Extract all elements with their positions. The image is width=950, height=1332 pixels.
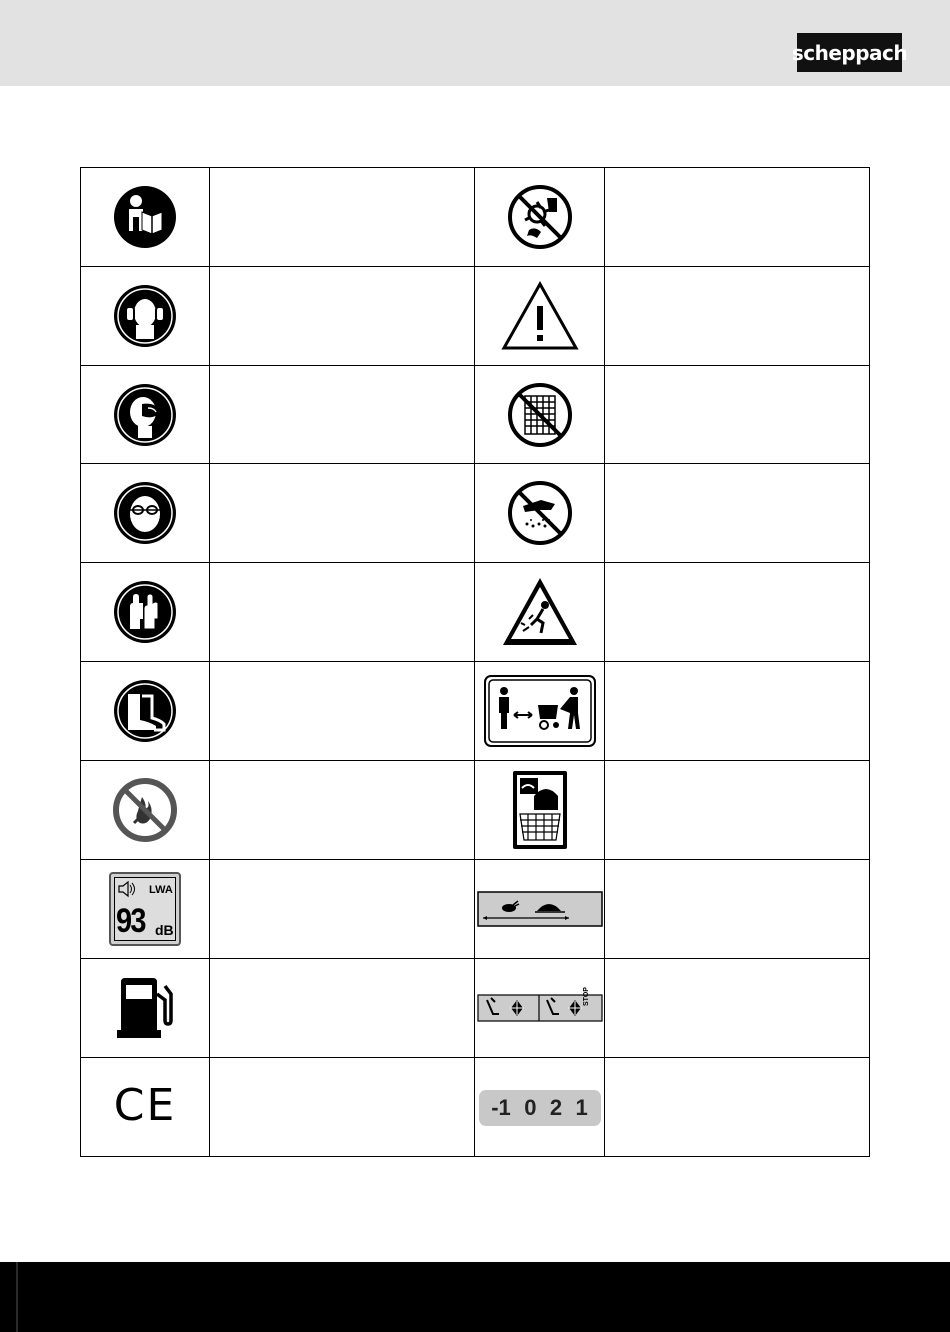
table-row — [80, 266, 870, 365]
safety-boots-icon — [112, 678, 178, 744]
description-cell — [604, 1057, 870, 1157]
symbol-cell — [474, 859, 604, 958]
table-row — [80, 167, 870, 266]
sound-power-level-icon — [109, 872, 181, 946]
throttle-stop-icon — [477, 987, 603, 1022]
symbol-cell — [80, 463, 209, 562]
table-row — [80, 958, 870, 1057]
protective-gloves-icon — [112, 579, 178, 645]
symbol-cell — [80, 562, 209, 661]
description-cell — [209, 167, 474, 266]
table-row — [80, 859, 870, 958]
flying-debris-warning-icon — [499, 575, 581, 649]
symbol-cell — [474, 958, 604, 1057]
description-cell — [209, 365, 474, 463]
symbol-cell — [80, 167, 209, 266]
symbol-cell — [80, 859, 209, 958]
fuel-pump-icon — [113, 976, 177, 1040]
sound-unit: dB — [155, 922, 174, 938]
ce-label: CE — [113, 1079, 177, 1131]
date-code-digit: 0 — [524, 1094, 537, 1120]
symbol-cell — [80, 760, 209, 859]
table-row — [80, 365, 870, 463]
brand-name: scheppach — [791, 40, 908, 65]
read-manual-icon — [112, 184, 178, 250]
symbol-cell — [474, 562, 604, 661]
ear-protection-icon — [112, 283, 178, 349]
symbol-cell — [474, 661, 604, 760]
date-code-digit: 1 — [575, 1094, 588, 1120]
symbol-cell — [80, 1057, 209, 1157]
sound-value: 93 — [116, 902, 145, 940]
symbol-cell — [474, 463, 604, 562]
description-cell — [209, 760, 474, 859]
symbol-cell — [474, 1057, 604, 1157]
lwa-label: LWA — [149, 884, 173, 896]
keep-distance-bystanders-icon — [484, 675, 596, 747]
symbol-cell — [80, 958, 209, 1057]
no-grate-removal-icon — [507, 382, 573, 448]
description-cell — [604, 463, 870, 562]
table-row — [80, 463, 870, 562]
speaker-icon — [117, 880, 137, 898]
stop-label: STOP — [582, 987, 590, 1006]
production-date-icon — [479, 1090, 601, 1126]
symbol-cell — [474, 760, 604, 859]
description-cell — [604, 661, 870, 760]
page-footer — [0, 1262, 950, 1332]
description-cell — [604, 562, 870, 661]
description-cell — [209, 859, 474, 958]
symbol-cell — [80, 661, 209, 760]
description-cell — [209, 562, 474, 661]
description-cell — [209, 958, 474, 1057]
symbol-cell — [474, 266, 604, 365]
table-row — [80, 562, 870, 661]
description-cell — [604, 266, 870, 365]
speed-control-icon — [477, 891, 603, 927]
description-cell — [209, 661, 474, 760]
symbol-cell — [80, 365, 209, 463]
ce-mark-icon — [113, 1079, 177, 1131]
symbol-cell — [474, 365, 604, 463]
symbol-cell — [474, 167, 604, 266]
no-open-flame-icon — [112, 777, 178, 843]
description-cell — [604, 859, 870, 958]
table-row — [80, 1057, 870, 1157]
date-code-digit: 2 — [549, 1094, 563, 1120]
description-cell — [604, 958, 870, 1057]
symbol-cell — [80, 266, 209, 365]
footer-divider — [16, 1262, 18, 1332]
face-mask-icon — [112, 382, 178, 448]
no-hand-in-discharge-icon — [507, 480, 573, 546]
description-cell — [604, 167, 870, 266]
table-row — [80, 661, 870, 760]
table-row — [80, 760, 870, 859]
description-cell — [209, 1057, 474, 1157]
no-hands-near-blades-icon — [507, 184, 573, 250]
collection-basket-icon — [512, 770, 568, 850]
description-cell — [604, 365, 870, 463]
description-cell — [209, 266, 474, 365]
safety-goggles-icon — [112, 480, 178, 546]
page-header — [0, 0, 950, 86]
warning-triangle-icon — [500, 280, 580, 352]
safety-symbols-table — [80, 167, 870, 1157]
description-cell — [604, 760, 870, 859]
date-code-digit: -1 — [491, 1094, 511, 1120]
description-cell — [209, 463, 474, 562]
brand-logo — [791, 33, 908, 72]
